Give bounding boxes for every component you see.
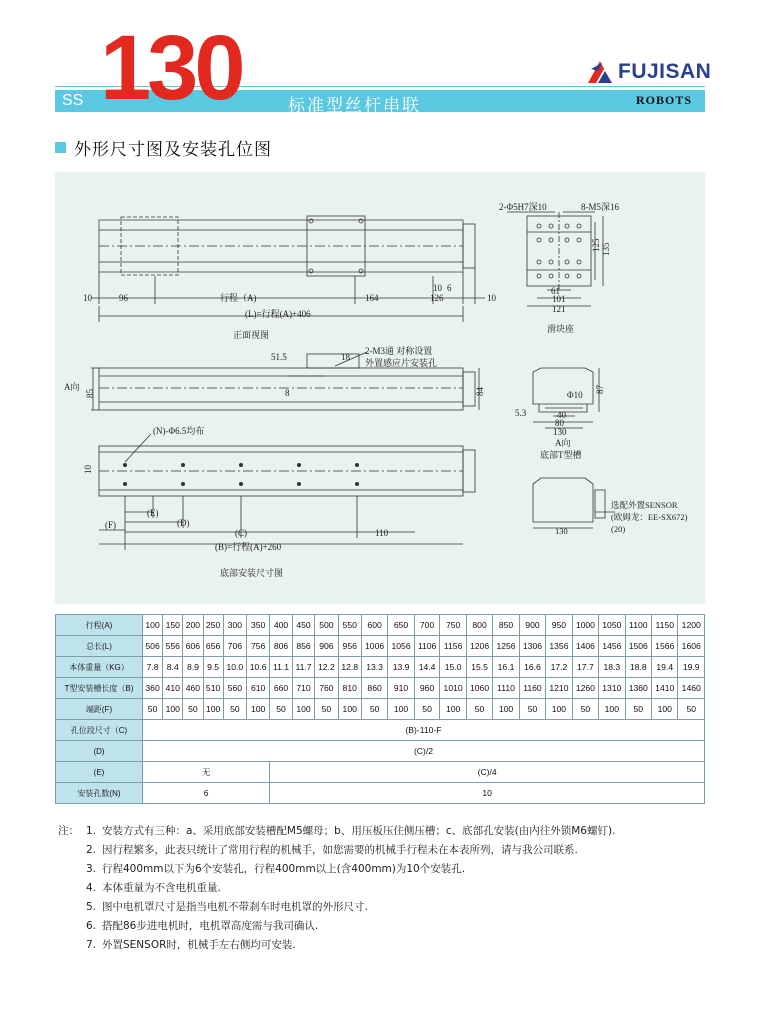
table-row (56, 699, 705, 720)
note-text: 行程400mm以下为6个安装孔，行程400mm以上(含400mm)为10个安装孔. (102, 863, 466, 875)
table-cell: 950 (546, 615, 572, 636)
note-text: 搭配86步进电机时，电机罩高度需与我司确认. (102, 920, 319, 932)
table-cell: 19.9 (678, 657, 705, 678)
table-cell: 100 (388, 699, 414, 720)
list-item (58, 841, 615, 860)
table-cell: 50 (466, 699, 492, 720)
table-cell: 13.9 (388, 657, 414, 678)
table-cell: 1106 (414, 636, 440, 657)
table-cell: 100 (440, 699, 466, 720)
table-row (56, 657, 705, 678)
row-label: 安装孔数(N) (56, 783, 143, 804)
model-number: 130 (100, 17, 242, 119)
table-cell: 560 (223, 678, 246, 699)
dim-135: 135 (601, 242, 611, 256)
row-label: 总长(L) (56, 636, 143, 657)
table-cell: 250 (203, 615, 223, 636)
dim-total-l: (L)=行程(A)+406 (245, 309, 311, 319)
table-cell: 656 (203, 636, 223, 657)
dim-total-b: (B)=行程(A)+260 (215, 542, 282, 552)
notes (58, 822, 615, 955)
table-cell: 350 (247, 615, 270, 636)
note-number: 1. (86, 825, 97, 837)
spec-table (55, 614, 705, 804)
series-label: SS (62, 92, 84, 109)
note-prefix (58, 879, 86, 898)
dim-80: 80 (555, 418, 564, 428)
table-cell: 1506 (625, 636, 651, 657)
sensor-note-1: 选配外置SENSOR (611, 500, 678, 510)
table-cell: 50 (414, 699, 440, 720)
table-cell: 10.6 (247, 657, 270, 678)
table-cell: 660 (270, 678, 292, 699)
table-cell: 100 (143, 615, 163, 636)
table-cell: 50 (315, 699, 338, 720)
dim-10c: 10 (433, 283, 442, 293)
row-label: 行程(A) (56, 615, 143, 636)
technical-drawing (55, 172, 705, 604)
table-row (56, 762, 705, 783)
dim-f: (F) (105, 520, 116, 530)
table-cell: 50 (143, 699, 163, 720)
table-cell: 17.2 (546, 657, 572, 678)
table-cell: 410 (163, 678, 183, 699)
table-cell: 100 (493, 699, 519, 720)
table-cell: 1360 (625, 678, 651, 699)
table-cell: 1110 (493, 678, 519, 699)
table-cell: 1566 (652, 636, 678, 657)
table-cell: 750 (440, 615, 466, 636)
list-item (58, 879, 615, 898)
dim-40: 40 (557, 410, 566, 420)
brand-logo (588, 60, 711, 84)
note-prefix: 注： (58, 825, 79, 837)
table-cell: 10 (270, 783, 705, 804)
table-cell: 610 (247, 678, 270, 699)
note-prefix (58, 936, 86, 955)
table-cell: 1100 (625, 615, 651, 636)
dim-8: 8 (285, 388, 290, 398)
table-cell: 12.8 (338, 657, 361, 678)
row-label: (D) (56, 741, 143, 762)
table-cell: 7.8 (143, 657, 163, 678)
note-prefix (58, 860, 86, 879)
table-cell: 200 (183, 615, 203, 636)
table-cell: 50 (223, 699, 246, 720)
table-cell: 800 (466, 615, 492, 636)
table-cell: 50 (361, 699, 387, 720)
dim-10d: 10 (83, 465, 93, 474)
table-cell: 650 (388, 615, 414, 636)
table-cell: 100 (546, 699, 572, 720)
table-cell: 1050 (599, 615, 625, 636)
table-cell: 1206 (466, 636, 492, 657)
t-slot-label: 底部T型槽 (540, 450, 582, 460)
table-cell: 960 (414, 678, 440, 699)
table-cell: 15.5 (466, 657, 492, 678)
dimension-drawing (55, 172, 705, 604)
table-cell: 100 (652, 699, 678, 720)
list-item (58, 936, 615, 955)
table-cell: 50 (270, 699, 292, 720)
list-item (58, 822, 615, 841)
table-cell: 无 (143, 762, 270, 783)
note-number: 7. (86, 939, 97, 951)
dim-18: 18 (341, 352, 350, 362)
table-cell: 100 (292, 699, 314, 720)
table-cell: 1000 (572, 615, 598, 636)
table-cell: 1006 (361, 636, 387, 657)
table-cell: 460 (183, 678, 203, 699)
table-cell: 50 (183, 699, 203, 720)
table-cell: 50 (519, 699, 545, 720)
table-cell: 150 (163, 615, 183, 636)
table-row (56, 741, 705, 762)
table-row (56, 720, 705, 741)
dim-130b: 130 (555, 526, 568, 536)
table-cell: (C)/4 (270, 762, 705, 783)
table-cell: 806 (270, 636, 292, 657)
table-cell: 1150 (652, 615, 678, 636)
table-cell: 1410 (652, 678, 678, 699)
table-cell: 506 (143, 636, 163, 657)
table-cell: 1310 (599, 678, 625, 699)
dim-d: (D) (177, 518, 190, 528)
dim-164: 164 (365, 293, 379, 303)
note-number: 2. (86, 844, 97, 856)
table-cell: 18.8 (625, 657, 651, 678)
bottom-view-label: 底部安装尺寸图 (220, 568, 284, 578)
note-number: 5. (86, 901, 97, 913)
table-cell: 760 (315, 678, 338, 699)
table-cell: 1200 (678, 615, 705, 636)
table-cell: 100 (247, 699, 270, 720)
table-cell: 1210 (546, 678, 572, 699)
table-cell: 16.1 (493, 657, 519, 678)
fujisan-logo-icon (588, 61, 612, 83)
table-cell: 300 (223, 615, 246, 636)
dim-85: 85 (85, 389, 95, 398)
table-cell: 1606 (678, 636, 705, 657)
front-view (91, 216, 485, 322)
note-number: 4. (86, 882, 97, 894)
table-cell: 50 (678, 699, 705, 720)
dim-125: 125 (591, 238, 601, 252)
table-cell: 1010 (440, 678, 466, 699)
brand-name: FUJISAN (618, 60, 712, 83)
table-cell: 700 (414, 615, 440, 636)
dim-10a: 10 (83, 293, 92, 303)
table-cell: 100 (203, 699, 223, 720)
dim-51-5: 51.5 (271, 352, 287, 362)
table-cell: 600 (361, 615, 387, 636)
table-cell: 860 (361, 678, 387, 699)
table-cell: 910 (388, 678, 414, 699)
table-cell: 906 (315, 636, 338, 657)
dim-101: 101 (552, 294, 566, 304)
dim-c: (C) (235, 528, 247, 538)
table-cell: 850 (493, 615, 519, 636)
list-item (58, 917, 615, 936)
table-cell: (B)-110-F (143, 720, 705, 741)
table-cell: 100 (599, 699, 625, 720)
section-heading (55, 135, 272, 160)
a-direction-label: A向 (64, 382, 80, 392)
table-cell: 510 (203, 678, 223, 699)
table-cell: 450 (292, 615, 314, 636)
dim-10b: 10 (487, 293, 496, 303)
dim-stroke-a: 行程（A) (220, 293, 257, 303)
a-direction-label-2: A向 (555, 438, 571, 448)
table-row (56, 783, 705, 804)
table-cell: 11.7 (292, 657, 314, 678)
table-cell: 550 (338, 615, 361, 636)
table-cell: 12.2 (315, 657, 338, 678)
dim-110: 110 (375, 528, 389, 538)
m3-note-line2: 外置感应片安装孔 (365, 358, 438, 368)
end-view (533, 368, 599, 428)
front-view-label: 正面视图 (233, 330, 270, 340)
note-prefix (58, 841, 86, 860)
note-text: 因行程繁多，此表只统计了常用行程的机械手，如您需要的机械手行程未在本表所列，请与我公司联系. (102, 844, 578, 856)
table-cell: 17.7 (572, 657, 598, 678)
sensor-view (533, 478, 615, 528)
table-cell: 856 (292, 636, 314, 657)
note-text: 安装方式有三种：a、采用底部安装槽配M5螺母；b、用压板压住侧压槽；c、底部孔安装(由内往外锁M6螺钉). (102, 825, 616, 837)
table-cell: 1356 (546, 636, 572, 657)
table-cell: 706 (223, 636, 246, 657)
dim-6: 6 (447, 283, 452, 293)
table-cell: 1306 (519, 636, 545, 657)
row-label: (E) (56, 762, 143, 783)
dim-phi10: Φ10 (567, 390, 583, 400)
dim-61: 61 (551, 286, 560, 296)
table-cell: 1156 (440, 636, 466, 657)
table-cell: 6 (143, 783, 270, 804)
list-item (58, 860, 615, 879)
table-cell: 606 (183, 636, 203, 657)
table-cell: 360 (143, 678, 163, 699)
dim-84: 84 (475, 387, 485, 396)
table-row (56, 615, 705, 636)
table-row (56, 678, 705, 699)
table-cell: 50 (572, 699, 598, 720)
row-label: 端距(F) (56, 699, 143, 720)
table-cell: 1406 (572, 636, 598, 657)
note-number: 6. (86, 920, 97, 932)
table-cell: 8.9 (183, 657, 203, 678)
table-cell: 1456 (599, 636, 625, 657)
table-cell: 11.1 (270, 657, 292, 678)
dim-holes-n: (N)-Φ6.5均布 (153, 426, 205, 436)
table-cell: 1460 (678, 678, 705, 699)
row-label: 孔位段尺寸（C) (56, 720, 143, 741)
table-cell: 8.4 (163, 657, 183, 678)
table-cell: 500 (315, 615, 338, 636)
brand-subtitle: ROBOTS (636, 93, 693, 107)
square-bullet-icon (55, 142, 66, 153)
dim-20: (20) (611, 524, 626, 534)
dim-130a: 130 (553, 427, 567, 437)
table-cell: 18.3 (599, 657, 625, 678)
m3-note-line1: 2-M3通 对称设置 (365, 346, 433, 356)
dim-126: 126 (430, 293, 444, 303)
dim-5-3: 5.3 (515, 408, 527, 418)
note-text: 本体重量为不含电机重量. (102, 882, 221, 894)
table-cell: 810 (338, 678, 361, 699)
table-cell: 956 (338, 636, 361, 657)
table-cell: 1260 (572, 678, 598, 699)
table-cell: 400 (270, 615, 292, 636)
table-cell: 19.4 (652, 657, 678, 678)
table-cell: 756 (247, 636, 270, 657)
table-cell: 13.3 (361, 657, 387, 678)
table-cell: 10.0 (223, 657, 246, 678)
page-header (0, 0, 760, 120)
table-cell: 100 (163, 699, 183, 720)
note-prefix (58, 917, 86, 936)
note-text: 外置SENSOR时，机械手左右侧均可安装. (102, 939, 296, 951)
row-label: T型安装槽长度（B) (56, 678, 143, 699)
table-cell: 710 (292, 678, 314, 699)
dim-hole-8: 8-M5深16 (581, 202, 619, 212)
sensor-note-2: (欧姆龙：EE-SX672) (611, 512, 688, 522)
table-cell: 556 (163, 636, 183, 657)
table-cell: 900 (519, 615, 545, 636)
bottom-view (99, 434, 475, 550)
note-prefix (58, 898, 86, 917)
table-cell: 1160 (519, 678, 545, 699)
dim-96: 96 (119, 293, 128, 303)
table-cell: 1060 (466, 678, 492, 699)
note-text: 图中电机罩尺寸是指当电机不带刹车时电机罩的外形尺寸. (102, 901, 368, 913)
section-title: 外形尺寸图及安装孔位图 (74, 140, 272, 160)
dim-87: 87 (595, 385, 605, 394)
slider-label: 滑块座 (547, 324, 575, 334)
dim-121: 121 (552, 304, 566, 314)
table-cell: 15.0 (440, 657, 466, 678)
list-item (58, 898, 615, 917)
row-label: 本体重量（KG） (56, 657, 143, 678)
table-row (56, 636, 705, 657)
table-cell: 9.5 (203, 657, 223, 678)
table-cell: 100 (338, 699, 361, 720)
table-cell: 50 (625, 699, 651, 720)
table-cell: 1056 (388, 636, 414, 657)
table-cell: 1256 (493, 636, 519, 657)
dim-e: (E) (147, 508, 159, 518)
table-cell: 16.6 (519, 657, 545, 678)
table-cell: (C)/2 (143, 741, 705, 762)
dim-hole-2: 2-Φ5H7深10 (499, 202, 547, 212)
table-cell: 14.4 (414, 657, 440, 678)
note-number: 3. (86, 863, 97, 875)
product-subtitle: 标准型丝杆串联 (288, 96, 421, 116)
